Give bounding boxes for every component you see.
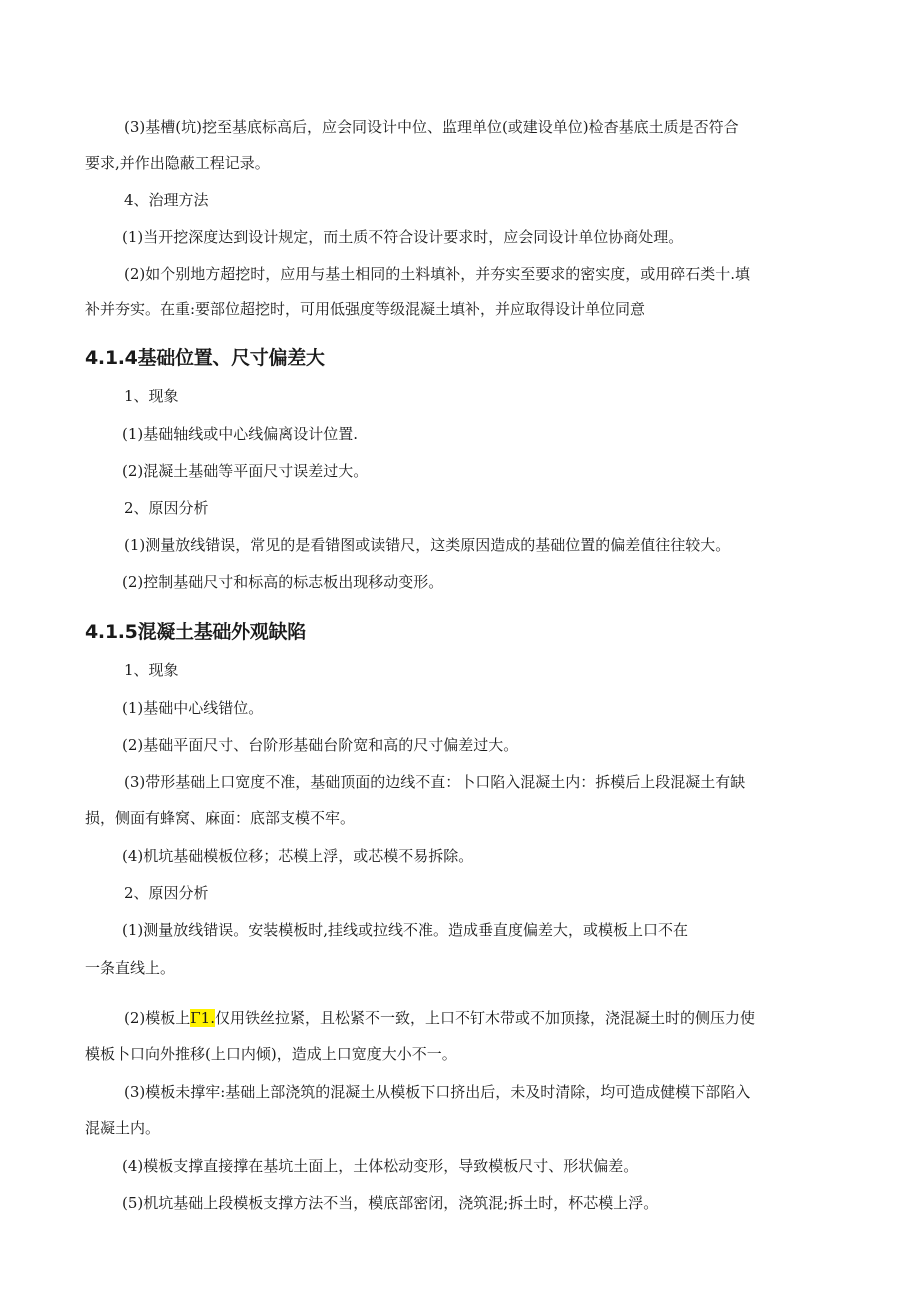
list-heading: 4、治理方法 — [124, 191, 209, 209]
paragraph-line: 混凝土内。 — [85, 1119, 161, 1137]
text-run: 仅用铁丝拉紧，且松紧不一致，上口不钉木带或不加顶掾，浇混凝土时的侧压力使 — [214, 1009, 755, 1027]
paragraph-line: 模板卜口向外推移(上口内倾)，造成上口宽度大小不一。 — [85, 1045, 457, 1063]
paragraph-line: 损，侧面有蜂窝、麻面：底部支模不牢。 — [85, 809, 356, 827]
paragraph-line: (3)带形基础上口宽度不准，基础顶面的边线不直：卜口陷入混凝土内：拆模后上段混凝土有缺 — [124, 773, 746, 791]
paragraph-line: (2)如个别地方超挖时，应用与基土相同的土料填补，并夯实至要求的密实度，或用碎石类十.填 — [124, 265, 751, 283]
paragraph-line: 要求,并作出隐蔽工程记录。 — [85, 154, 270, 172]
highlighted-text: Γ1. — [190, 1009, 215, 1027]
paragraph-line: 补并夯实。在重:要部位超挖时，可用低强度等级混凝土填补，并应取得设计单位同意 — [85, 300, 646, 318]
paragraph-line: (1)当开挖深度达到设计规定，而土质不符合设计要求时，应会同设计单位协商处理。 — [122, 228, 684, 246]
section-heading-4-1-5: 4.1.5混凝土基础外观缺陷 — [85, 621, 306, 643]
paragraph-line: (4)模板支撑直接撑在基坑土面上，土体松动变形，导致模板尺寸、形状偏差。 — [122, 1157, 639, 1175]
paragraph-line: (3)模板未撑牢:基础上部浇筑的混凝土从模板下口挤出后，未及时清除，均可造成健模下部陷入 — [124, 1083, 751, 1101]
paragraph-line — [124, 1008, 755, 1028]
section-heading-4-1-4: 4.1.4基础位置、尺寸偏差大 — [85, 347, 325, 369]
paragraph-line: (4)机坑基础模板位移；芯模上浮，或芯模不易拆除。 — [122, 847, 474, 865]
paragraph-line: (1)基础中心线错位。 — [122, 699, 264, 717]
paragraph-line: (1)测量放线错误，常见的是看错图或读错尺，这类原因造成的基础位置的偏差值往往较大。 — [124, 536, 731, 554]
paragraph-line: (1)基础轴线或中心线偏离设计位置. — [122, 425, 359, 443]
paragraph-line: (2)基础平面尺寸、台阶形基础台阶宽和高的尺寸偏差过大。 — [122, 736, 519, 754]
list-heading: 1、现象 — [124, 387, 179, 405]
text-run: (2)模板上 — [124, 1009, 191, 1027]
list-heading: 1、现象 — [124, 661, 179, 679]
list-heading: 2、原因分析 — [124, 499, 209, 517]
paragraph-line: (2)控制基础尺寸和标高的标志板出现移动变形。 — [122, 573, 444, 591]
list-heading: 2、原因分析 — [124, 884, 209, 902]
paragraph-line: (3)基槽(坑)挖至基底标高后，应会同设计中位、监理单位(或建设单位)检杳基底土质是否符合 — [124, 118, 739, 136]
paragraph-line: 一条直线上。 — [85, 959, 176, 977]
paragraph-line: (5)机坑基础上段模板支撑方法不当，模底部密闭，浇筑混;拆土时，杯芯模上浮。 — [122, 1194, 659, 1212]
paragraph-line: (2)混凝土基础等平面尺寸误差过大。 — [122, 462, 369, 480]
paragraph-line: (1)测量放线错误。安装模板时,挂线或拉线不准。造成垂直度偏差大，或模板上口不在 — [122, 921, 689, 939]
